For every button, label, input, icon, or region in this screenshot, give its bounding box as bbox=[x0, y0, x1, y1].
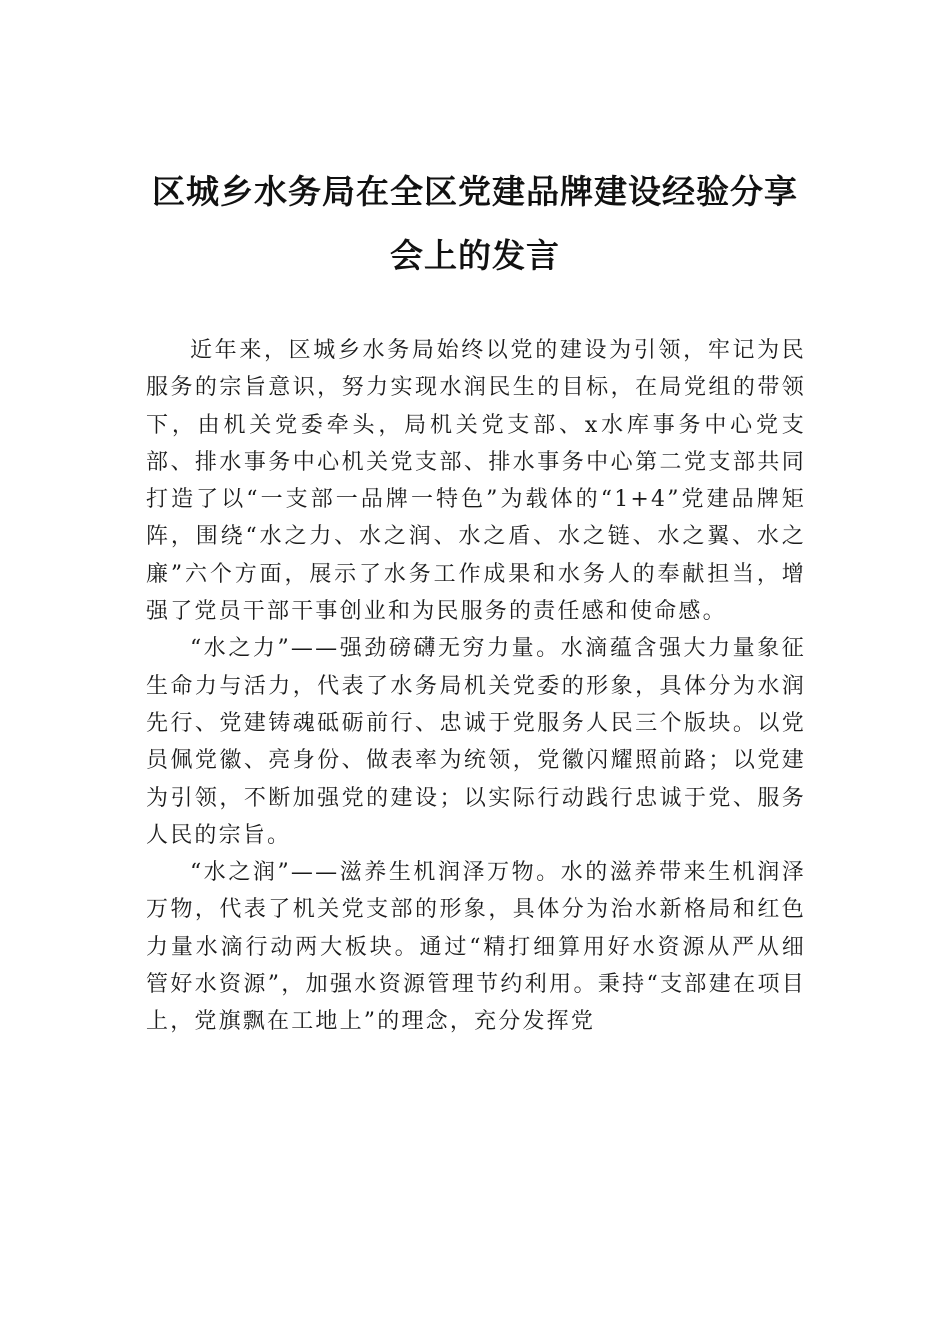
document-title: 区城乡水务局在全区党建品牌建设经验分享会上的发言 bbox=[152, 172, 798, 275]
paragraph-water-nourish: “水之润”——滋养生机润泽万物。水的滋养带来生机润泽万物，代表了机关党支部的形象，具体分为治水新格局和红色力量水滴行动两大板块。通过“精打细算用好水资源从严从细管好水资源”，加强水资源管理节约利用。秉持“支部建在项目上，党旗飘在工地上”的理念，充分发挥党 bbox=[146, 860, 806, 1035]
paragraph-water-power: “水之力”——强劲磅礴无穷力量。水滴蕴含强大力量象征生命力与活力，代表了水务局机关党委的形象，具体分为水润先行、党建铸魂砥砺前行、忠诚于党服务人民三个版块。以党员佩党徽、亮身份、做表率为统领，党徽闪耀照前路；以党建为引领，不断加强党的建设；以实际行动践行忠诚于党、服务人民的宗旨。 bbox=[146, 636, 806, 848]
document-body bbox=[146, 332, 806, 1041]
paragraph-intro: 近年来，区城乡水务局始终以党的建设为引领，牢记为民服务的宗旨意识，努力实现水润民生的目标，在局党组的带领下，由机关党委牵头，局机关党支部、x水库事务中心党支部、排水事务中心机关党支部、排水事务中心第二党支部共同打造了以“一支部一品牌一特色”为载体的“1+4”党建品牌矩阵，围绕“水之力、水之润、水之盾、水之链、水之翼、水之廉”六个方面，展示了水务工作成果和水务人的奉献担当，增强了党员干部干事创业和为民服务的责任感和使命感。 bbox=[146, 338, 806, 625]
